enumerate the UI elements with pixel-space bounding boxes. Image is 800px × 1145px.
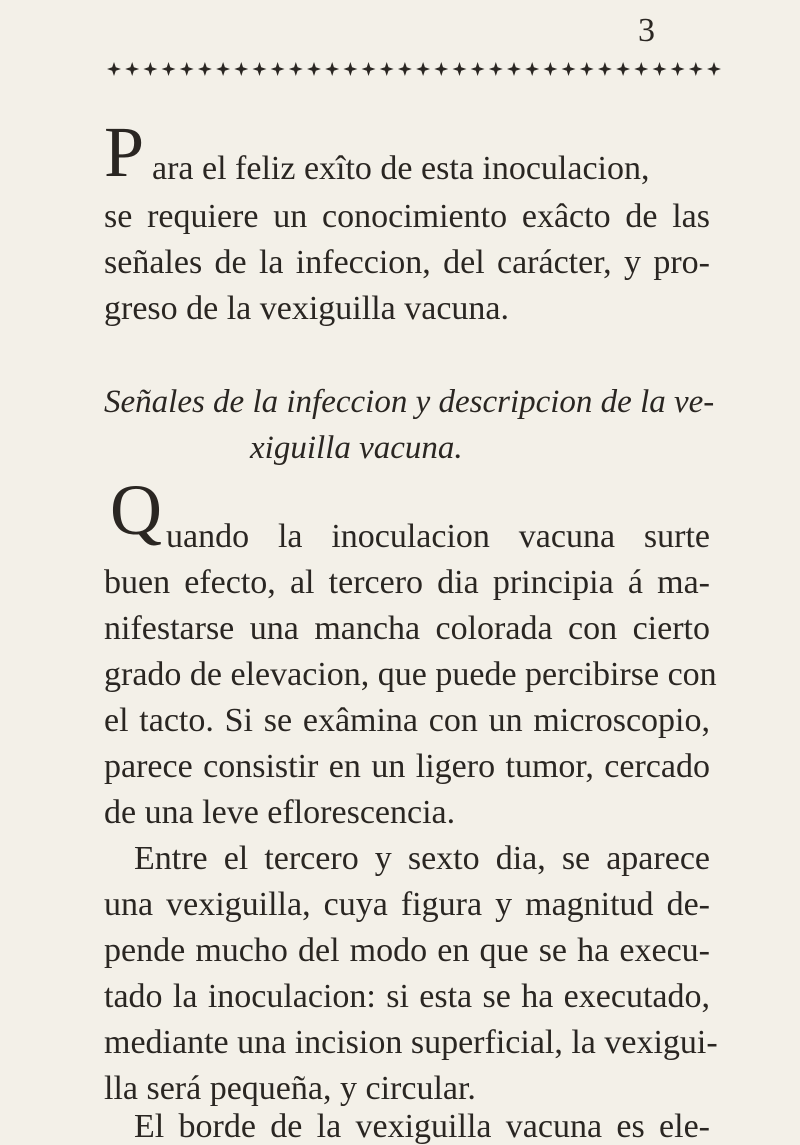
intro-line-1: ara el feliz exîto de esta inoculacion, (152, 150, 650, 187)
ornament-glyph (689, 62, 703, 76)
ornament-glyph (180, 62, 194, 76)
ornament-glyph (653, 62, 667, 76)
para2-line-1: Entre el tercero y sexto dia, se aparece (134, 840, 710, 877)
ornament-glyph (489, 62, 503, 76)
ornament-glyph (707, 62, 721, 76)
ornament-glyph (362, 62, 376, 76)
ornament-glyph (416, 62, 430, 76)
ornament-glyph (289, 62, 303, 76)
para2-line-3: pende mucho del modo en que se ha execu- (104, 932, 710, 969)
ornament-glyph (162, 62, 176, 76)
ornament-glyph (143, 62, 157, 76)
ornament-glyph (671, 62, 685, 76)
para1-line-1: uando la inoculacion vacuna surte (166, 518, 710, 555)
ornament-glyph (325, 62, 339, 76)
para2-line-5: mediante una incision superficial, la vexigui- (104, 1024, 718, 1061)
ornament-glyph (107, 62, 121, 76)
ornament-glyph (525, 62, 539, 76)
intro-line-3: señales de la infeccion, del carácter, y pro- (104, 244, 710, 281)
decorative-rule (104, 54, 724, 84)
ornament-glyph (616, 62, 630, 76)
ornament-glyph (543, 62, 557, 76)
ornament-glyph (580, 62, 594, 76)
ornament-glyph (434, 62, 448, 76)
drop-cap-p: P (104, 112, 145, 192)
ornament-glyph (271, 62, 285, 76)
page-number: 3 (638, 12, 655, 49)
para1-line-4: grado de elevacion, que puede percibirse con (104, 656, 717, 693)
drop-cap-q: Q (110, 470, 162, 550)
section-heading-line-1: Señales de la infeccion y descripcion de la ve- (104, 384, 715, 420)
ornament-glyph (253, 62, 267, 76)
para2-line-6: lla será pequeña, y circular. (104, 1070, 476, 1107)
ornament-glyph (380, 62, 394, 76)
ornament-glyph (453, 62, 467, 76)
para3-line-1: El borde de la vexiguilla vacuna es ele- (134, 1108, 710, 1145)
ornament-glyph (634, 62, 648, 76)
para1-line-6: parece consistir en un ligero tumor, cercado (104, 748, 710, 785)
para1-line-2: buen efecto, al tercero dia principia á ma- (104, 564, 710, 601)
intro-line-2: se requiere un conocimiento exâcto de las (104, 198, 710, 235)
ornament-glyph (507, 62, 521, 76)
ornament-glyph (398, 62, 412, 76)
ornament-glyph (198, 62, 212, 76)
para1-line-3: nifestarse una mancha colorada con cierto (104, 610, 710, 647)
para2-line-2: una vexiguilla, cuya figura y magnitud de- (104, 886, 710, 923)
ornament-glyph (598, 62, 612, 76)
para2-line-4: tado la inoculacion: si esta se ha executado, (104, 978, 710, 1015)
ornament-glyph (307, 62, 321, 76)
section-heading-line-2: xiguilla vacuna. (250, 430, 463, 466)
para1-line-5: el tacto. Si se exâmina con un microscopio, (104, 702, 710, 739)
para1-line-7: de una leve eflorescencia. (104, 794, 456, 831)
ornament-glyph (471, 62, 485, 76)
ornament-glyph (216, 62, 230, 76)
intro-line-4: greso de la vexiguilla vacuna. (104, 290, 510, 327)
ornament-glyph (234, 62, 248, 76)
ornament-glyph (343, 62, 357, 76)
ornament-glyph (125, 62, 139, 76)
ornament-glyph (562, 62, 576, 76)
